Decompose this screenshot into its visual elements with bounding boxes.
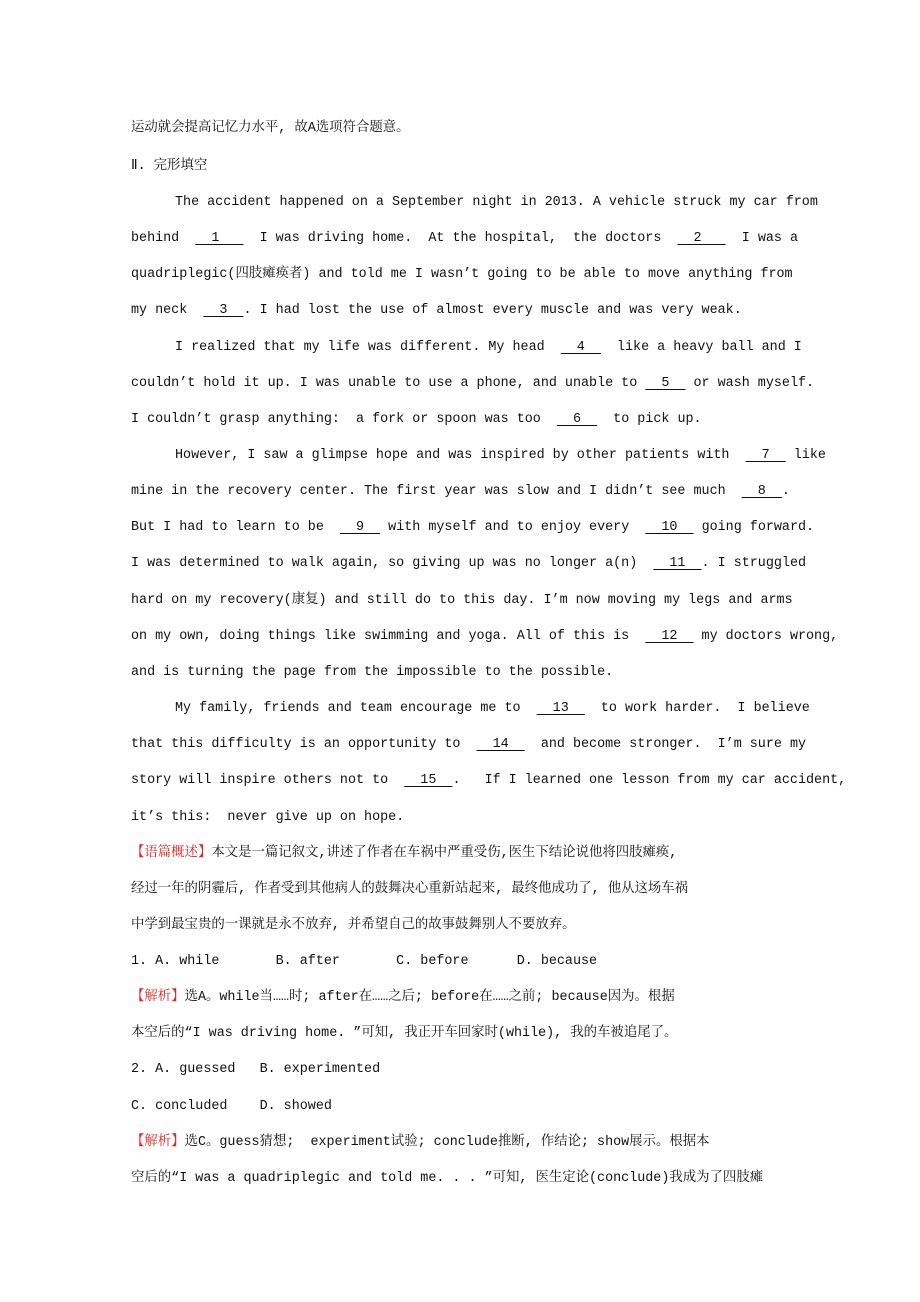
text-line bbox=[131, 952, 597, 972]
answer-blank: 5 bbox=[645, 376, 686, 391]
text-segment: . bbox=[781, 484, 790, 499]
text-segment: going forward. bbox=[693, 520, 815, 535]
text-line bbox=[131, 301, 742, 321]
text-segment: But I had to learn to be bbox=[131, 520, 340, 535]
text-segment: it’s this: never give up on hope. bbox=[131, 810, 405, 825]
text-line bbox=[131, 265, 793, 285]
answer-blank: 14 bbox=[476, 737, 525, 752]
text-line bbox=[131, 627, 838, 647]
text-line bbox=[131, 374, 814, 394]
text-line bbox=[131, 735, 806, 755]
text-segment: quadriplegic(四肢瘫痪者) and told me I wasn’t going to be able to move anything from bbox=[131, 267, 793, 282]
text-segment: 本文是一篇记叙文,讲述了作者在车祸中严重受伤,医生下结论说他将四肢瘫痪, bbox=[211, 846, 678, 861]
section-label: 【解析】 bbox=[131, 990, 185, 1005]
answer-blank: 7 bbox=[745, 448, 786, 463]
text-line bbox=[131, 1060, 380, 1080]
text-segment: like a heavy ball and I bbox=[600, 340, 802, 355]
text-line bbox=[131, 988, 675, 1008]
text-line bbox=[131, 663, 613, 683]
section-label: 【解析】 bbox=[131, 1135, 185, 1150]
answer-blank: 13 bbox=[536, 701, 585, 716]
answer-blank: 8 bbox=[741, 484, 782, 499]
text-segment: with myself and to enjoy every bbox=[380, 520, 646, 535]
text-line bbox=[131, 916, 576, 936]
text-segment: I was driving home. At the hospital, the doctors bbox=[243, 231, 678, 246]
text-segment: C. concluded D. showed bbox=[131, 1099, 332, 1114]
text-segment: and is turning the page from the impossible to the possible. bbox=[131, 665, 614, 680]
text-segment: my neck bbox=[131, 303, 204, 318]
text-segment: on my own, doing things like swimming and yoga. All of this is bbox=[131, 629, 646, 644]
text-segment: I was a bbox=[725, 231, 798, 246]
text-segment: . I struggled bbox=[701, 556, 807, 571]
answer-blank: 11 bbox=[653, 556, 702, 571]
text-line bbox=[175, 446, 826, 466]
text-line bbox=[131, 119, 410, 139]
answer-blank: 12 bbox=[645, 629, 694, 644]
answer-blank: 6 bbox=[556, 412, 598, 427]
answer-blank: 9 bbox=[339, 520, 381, 535]
answer-blank: 2 bbox=[677, 231, 726, 246]
text-line bbox=[131, 880, 688, 900]
text-line bbox=[131, 1133, 710, 1153]
text-segment: However, I saw a glimpse hope and was inspired by other patients with bbox=[175, 448, 746, 463]
text-segment: I couldn’t grasp anything: a fork or spoon was too bbox=[131, 412, 557, 427]
text-segment: . If I learned one lesson from my car accident, bbox=[452, 773, 847, 788]
text-segment: to pick up. bbox=[597, 412, 702, 427]
text-segment: 1. A. while B. after C. before D. because bbox=[131, 954, 598, 969]
text-line bbox=[131, 591, 793, 611]
answer-blank: 15 bbox=[404, 773, 453, 788]
text-segment: 运动就会提高记忆力水平, 故A选项符合题意。 bbox=[131, 121, 410, 136]
text-segment: Ⅱ. 完形填空 bbox=[131, 159, 208, 174]
section-label: 【语篇概述】 bbox=[131, 846, 212, 861]
text-segment: 经过一年的阴霾后, 作者受到其他病人的鼓舞决心重新站起来, 最终他成功了, 他从这场车祸 bbox=[131, 882, 689, 897]
text-segment: couldn’t hold it up. I was unable to use a phone, and unable to bbox=[131, 376, 646, 391]
text-line bbox=[131, 1169, 763, 1189]
text-line bbox=[131, 482, 790, 502]
text-line bbox=[175, 699, 810, 719]
text-segment: or wash myself. bbox=[685, 376, 815, 391]
text-segment: 选A。while当……时; after在……之后; before在……之前; because因为。根据 bbox=[184, 990, 675, 1005]
text-line bbox=[131, 229, 798, 249]
text-segment: that this difficulty is an opportunity to bbox=[131, 737, 477, 752]
text-segment: hard on my recovery(康复) and still do to this day. I’m now moving my legs and arms bbox=[131, 593, 793, 608]
text-segment: The accident happened on a September night in 2013. A vehicle struck my car from bbox=[175, 195, 818, 210]
text-segment: I was determined to walk again, so giving up was no longer a(n) bbox=[131, 556, 654, 571]
text-segment: 选C。guess猜想; experiment试验; conclude推断, 作结论; show展示。根据本 bbox=[184, 1135, 710, 1150]
answer-blank: 4 bbox=[560, 340, 601, 355]
text-line bbox=[131, 844, 677, 864]
text-line bbox=[175, 338, 802, 358]
text-line bbox=[131, 410, 702, 430]
text-segment: 空后的“I was a quadriplegic and told me. . . ”可知, 医生定论(conclude)我成为了四肢瘫 bbox=[131, 1171, 764, 1186]
text-line bbox=[131, 157, 207, 177]
text-segment: 本空后的“I was driving home. ”可知, 我正开车回家时(while), 我的车被追尾了。 bbox=[131, 1026, 678, 1041]
text-segment: my doctors wrong, bbox=[693, 629, 839, 644]
answer-blank: 1 bbox=[195, 231, 244, 246]
text-segment: I realized that my life was different. My head bbox=[175, 340, 561, 355]
text-segment: . I had lost the use of almost every muscle and was very weak. bbox=[243, 303, 742, 318]
text-segment: 中学到最宝贵的一课就是永不放弃, 并希望自己的故事鼓舞别人不要放弃。 bbox=[131, 918, 576, 933]
text-line bbox=[175, 193, 818, 213]
text-segment: to work harder. I believe bbox=[584, 701, 810, 716]
text-segment: My family, friends and team encourage me to bbox=[175, 701, 537, 716]
text-segment: like bbox=[785, 448, 826, 463]
text-line bbox=[131, 518, 814, 538]
answer-blank: 10 bbox=[645, 520, 694, 535]
text-line bbox=[131, 808, 404, 828]
text-line bbox=[131, 1097, 332, 1117]
text-segment: mine in the recovery center. The first year was slow and I didn’t see much bbox=[131, 484, 742, 499]
text-line bbox=[131, 1024, 677, 1044]
text-segment: 2. A. guessed B. experimented bbox=[131, 1062, 381, 1077]
text-segment: story will inspire others not to bbox=[131, 773, 405, 788]
answer-blank: 3 bbox=[203, 303, 244, 318]
text-segment: behind bbox=[131, 231, 196, 246]
text-segment: and become stronger. I’m sure my bbox=[524, 737, 807, 752]
text-line bbox=[131, 771, 846, 791]
text-line bbox=[131, 554, 806, 574]
